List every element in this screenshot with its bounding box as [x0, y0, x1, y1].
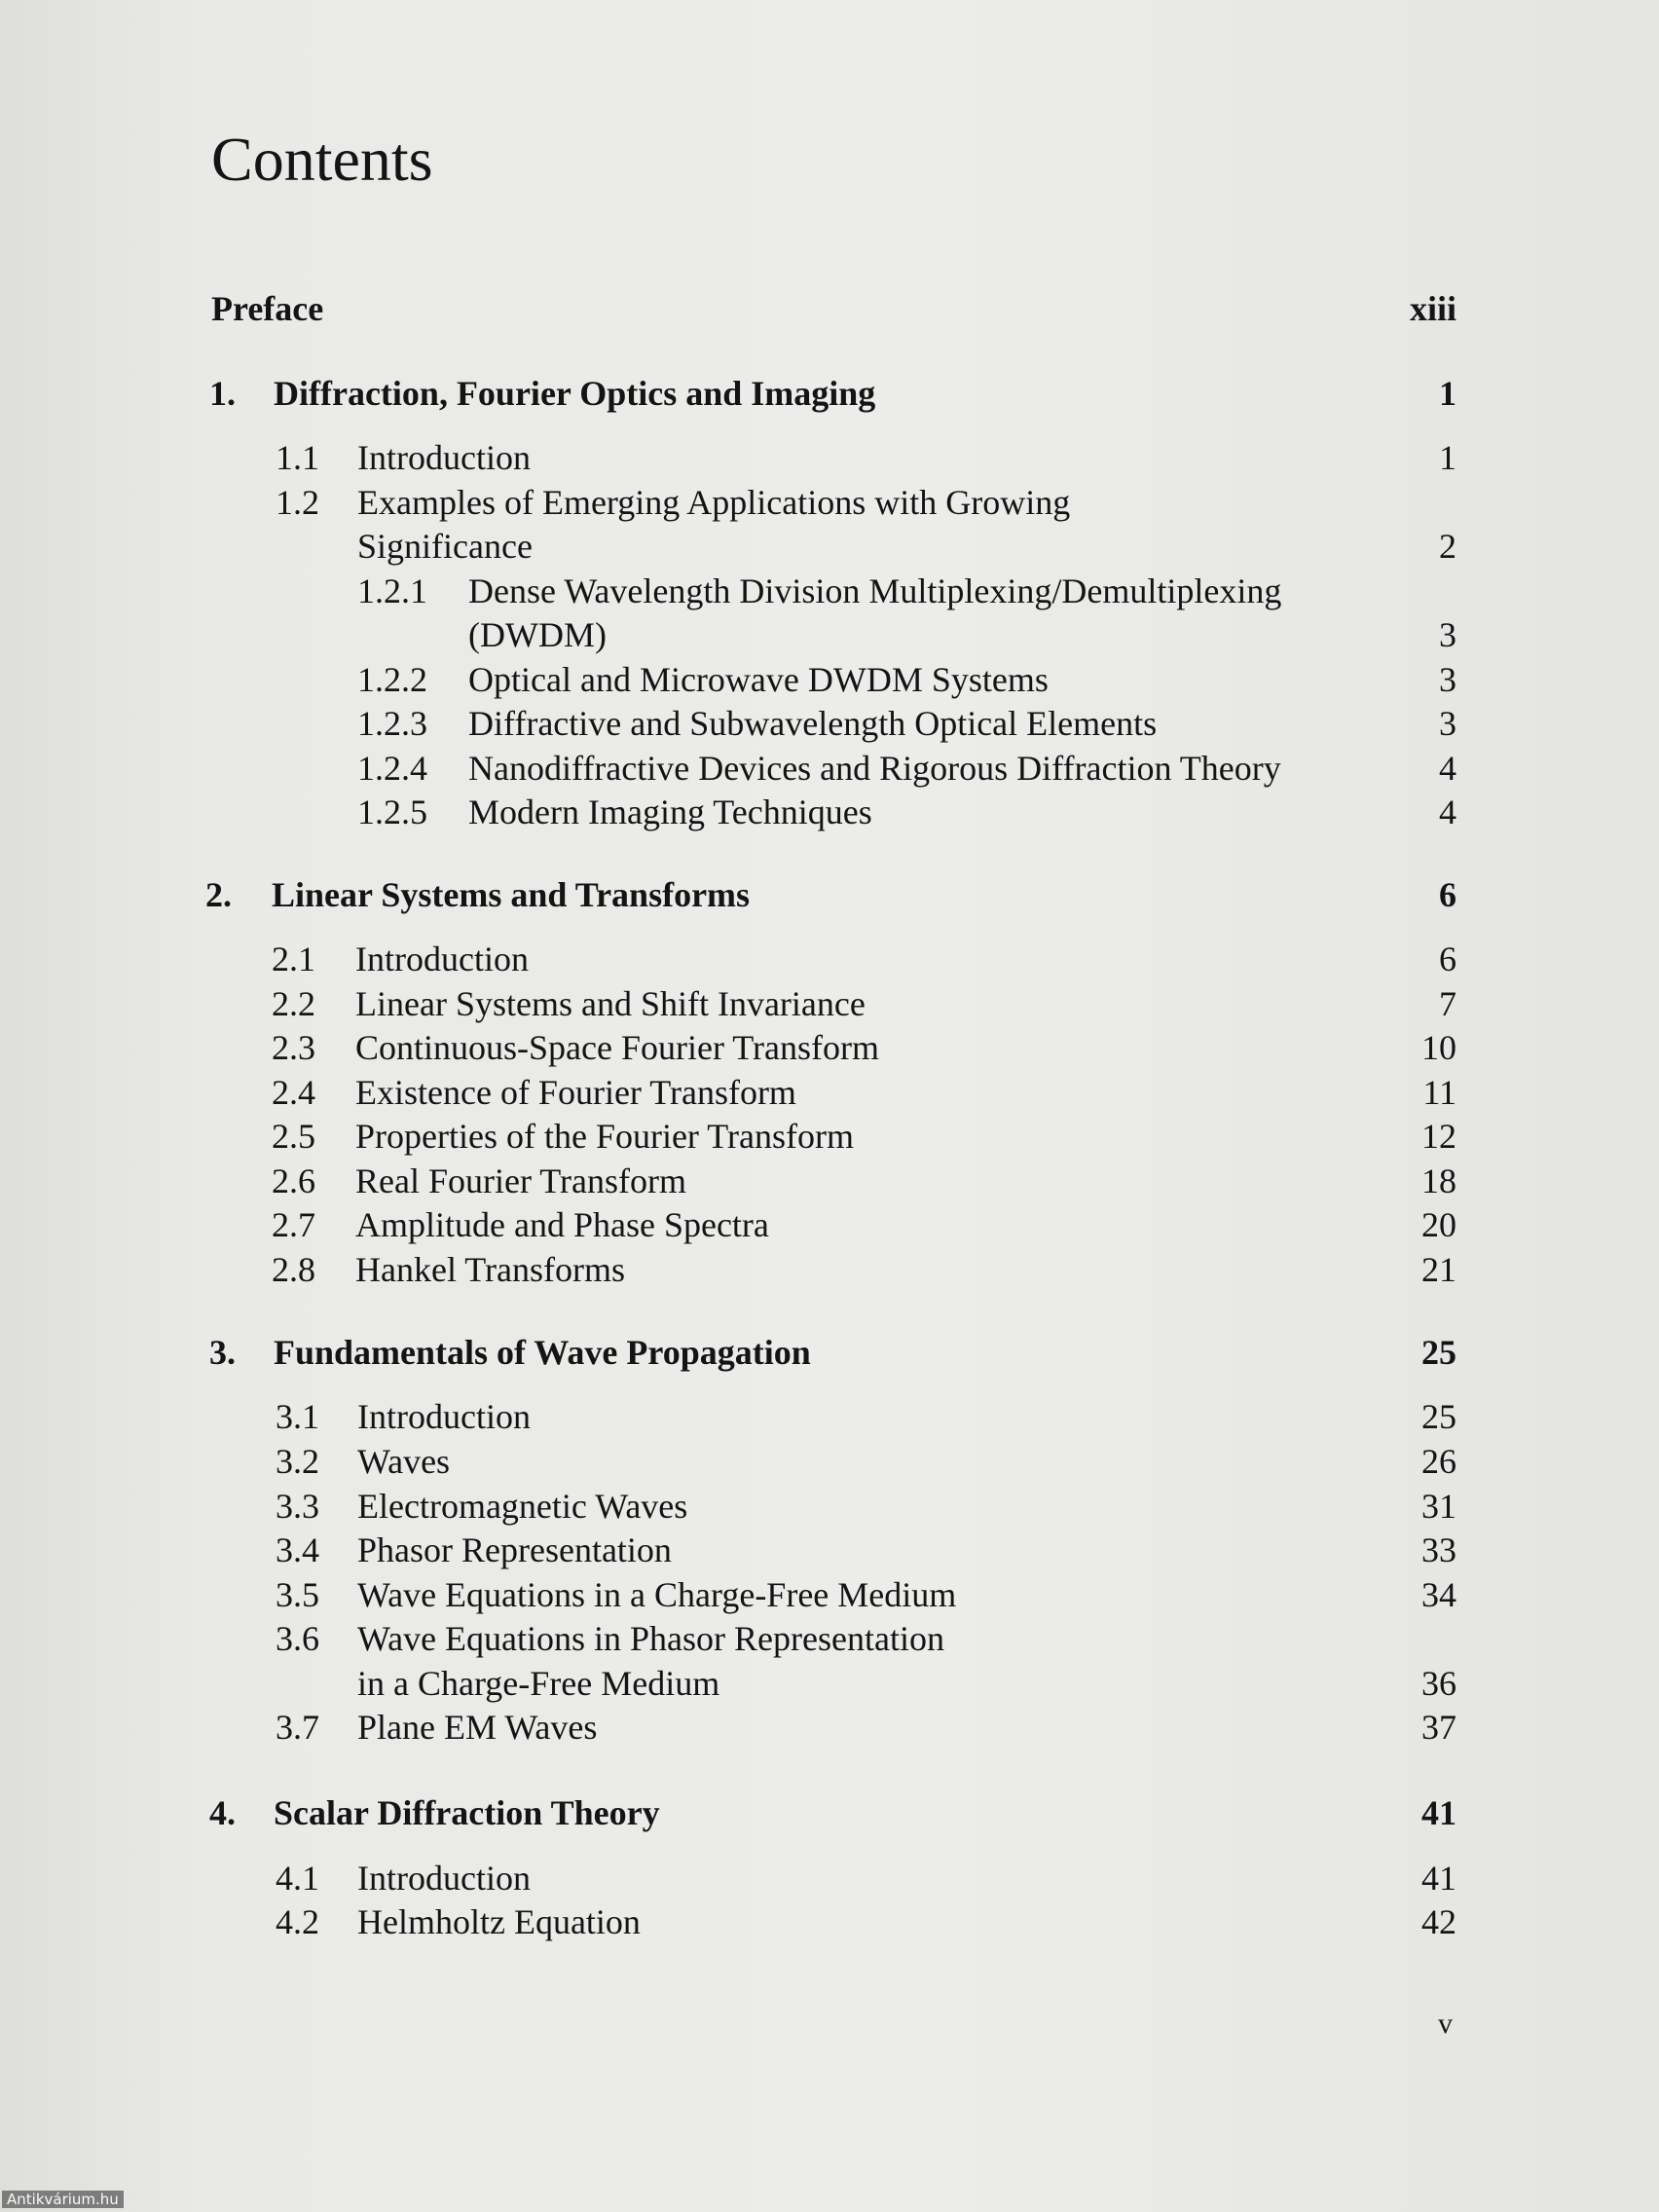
section-title: Introduction [357, 438, 531, 477]
section-number: 3.6 [276, 1619, 319, 1658]
section-number: 1.1 [276, 438, 319, 477]
section-title: Properties of the Fourier Transform [355, 1117, 854, 1156]
subsection-number: 1.2.4 [357, 749, 427, 788]
chapter-page: 25 [1421, 1333, 1456, 1372]
section-page: 10 [1421, 1028, 1456, 1067]
section-number: 3.7 [276, 1708, 319, 1747]
chapter-page: 41 [1421, 1793, 1456, 1832]
section-title: Waves [357, 1442, 451, 1481]
section-page: 2 [1439, 527, 1456, 566]
section-page: 7 [1439, 984, 1456, 1023]
subsection-number: 1.2.3 [357, 704, 427, 743]
section-title-continued: Significance [357, 527, 533, 566]
subsection-page: 3 [1439, 660, 1456, 699]
chapter-title: Diffraction, Fourier Optics and Imaging [274, 374, 876, 413]
section-number: 2.1 [272, 940, 315, 978]
chapter-number: 1. [209, 374, 236, 413]
section-number: 2.5 [272, 1117, 315, 1156]
section-title: Linear Systems and Shift Invariance [355, 984, 866, 1023]
page-title: Contents [211, 125, 433, 194]
chapter-page: 1 [1439, 374, 1456, 413]
section-number: 2.2 [272, 984, 315, 1023]
section-number: 2.8 [272, 1250, 315, 1289]
section-title: Introduction [357, 1397, 531, 1436]
section-page: 11 [1422, 1073, 1456, 1112]
subsection-title: Modern Imaging Techniques [468, 793, 872, 831]
section-title: Introduction [357, 1859, 531, 1898]
section-page: 25 [1421, 1397, 1456, 1436]
subsection-title: Dense Wavelength Division Multiplexing/Demultiplexing [468, 571, 1282, 610]
section-number: 3.1 [276, 1397, 319, 1436]
section-page: 36 [1421, 1664, 1456, 1703]
subsection-title: Diffractive and Subwavelength Optical Elements [468, 704, 1158, 743]
subsection-page: 4 [1439, 793, 1456, 831]
section-title: Wave Equations in Phasor Representation [357, 1619, 944, 1658]
section-title: Hankel Transforms [355, 1250, 625, 1289]
section-number: 3.3 [276, 1487, 319, 1526]
section-page: 42 [1421, 1902, 1456, 1941]
section-page: 37 [1421, 1708, 1456, 1747]
section-title-continued: in a Charge-Free Medium [357, 1664, 720, 1703]
section-page: 1 [1439, 438, 1456, 477]
section-number: 4.2 [276, 1902, 319, 1941]
section-number: 2.7 [272, 1205, 315, 1244]
section-title: Examples of Emerging Applications with Growing [357, 483, 1071, 522]
section-page: 34 [1421, 1575, 1456, 1614]
section-title: Wave Equations in a Charge-Free Medium [357, 1575, 957, 1614]
section-page: 41 [1421, 1859, 1456, 1898]
subsection-title: Nanodiffractive Devices and Rigorous Diffraction Theory [468, 749, 1281, 788]
section-title: Introduction [355, 940, 529, 978]
preface-label: Preface [211, 289, 324, 328]
section-title: Phasor Representation [357, 1530, 672, 1569]
section-number: 3.4 [276, 1530, 319, 1569]
subsection-number: 1.2.1 [357, 571, 427, 610]
section-page: 33 [1421, 1530, 1456, 1569]
section-title: Helmholtz Equation [357, 1902, 641, 1941]
subsection-number: 1.2.2 [357, 660, 427, 699]
chapter-number: 2. [205, 875, 232, 914]
section-number: 3.2 [276, 1442, 319, 1481]
watermark-logo: Antikvárium.hu [2, 2191, 124, 2208]
chapter-number: 3. [209, 1333, 236, 1372]
subsection-title: Optical and Microwave DWDM Systems [468, 660, 1049, 699]
chapter-title: Fundamentals of Wave Propagation [274, 1333, 811, 1372]
section-title: Amplitude and Phase Spectra [355, 1205, 769, 1244]
section-number: 2.4 [272, 1073, 315, 1112]
page-number: v [1438, 2008, 1453, 2040]
section-title: Electromagnetic Waves [357, 1487, 688, 1526]
section-title: Plane EM Waves [357, 1708, 598, 1747]
section-page: 6 [1439, 940, 1456, 978]
section-number: 1.2 [276, 483, 319, 522]
subsection-page: 3 [1439, 615, 1456, 654]
section-title: Existence of Fourier Transform [355, 1073, 796, 1112]
subsection-number: 1.2.5 [357, 793, 427, 831]
section-page: 20 [1421, 1205, 1456, 1244]
section-title: Continuous-Space Fourier Transform [355, 1028, 879, 1067]
subsection-title-continued: (DWDM) [468, 615, 607, 654]
section-page: 12 [1421, 1117, 1456, 1156]
section-page: 31 [1421, 1487, 1456, 1526]
section-title: Real Fourier Transform [355, 1161, 686, 1200]
chapter-number: 4. [209, 1793, 236, 1832]
chapter-title: Linear Systems and Transforms [272, 875, 751, 914]
section-number: 2.3 [272, 1028, 315, 1067]
subsection-page: 4 [1439, 749, 1456, 788]
section-page: 21 [1421, 1250, 1456, 1289]
chapter-title: Scalar Diffraction Theory [274, 1793, 660, 1832]
subsection-page: 3 [1439, 704, 1456, 743]
section-page: 26 [1421, 1442, 1456, 1481]
section-number: 2.6 [272, 1161, 315, 1200]
chapter-page: 6 [1439, 875, 1456, 914]
section-number: 3.5 [276, 1575, 319, 1614]
section-page: 18 [1421, 1161, 1456, 1200]
section-number: 4.1 [276, 1859, 319, 1898]
preface-page: xiii [1409, 289, 1456, 328]
